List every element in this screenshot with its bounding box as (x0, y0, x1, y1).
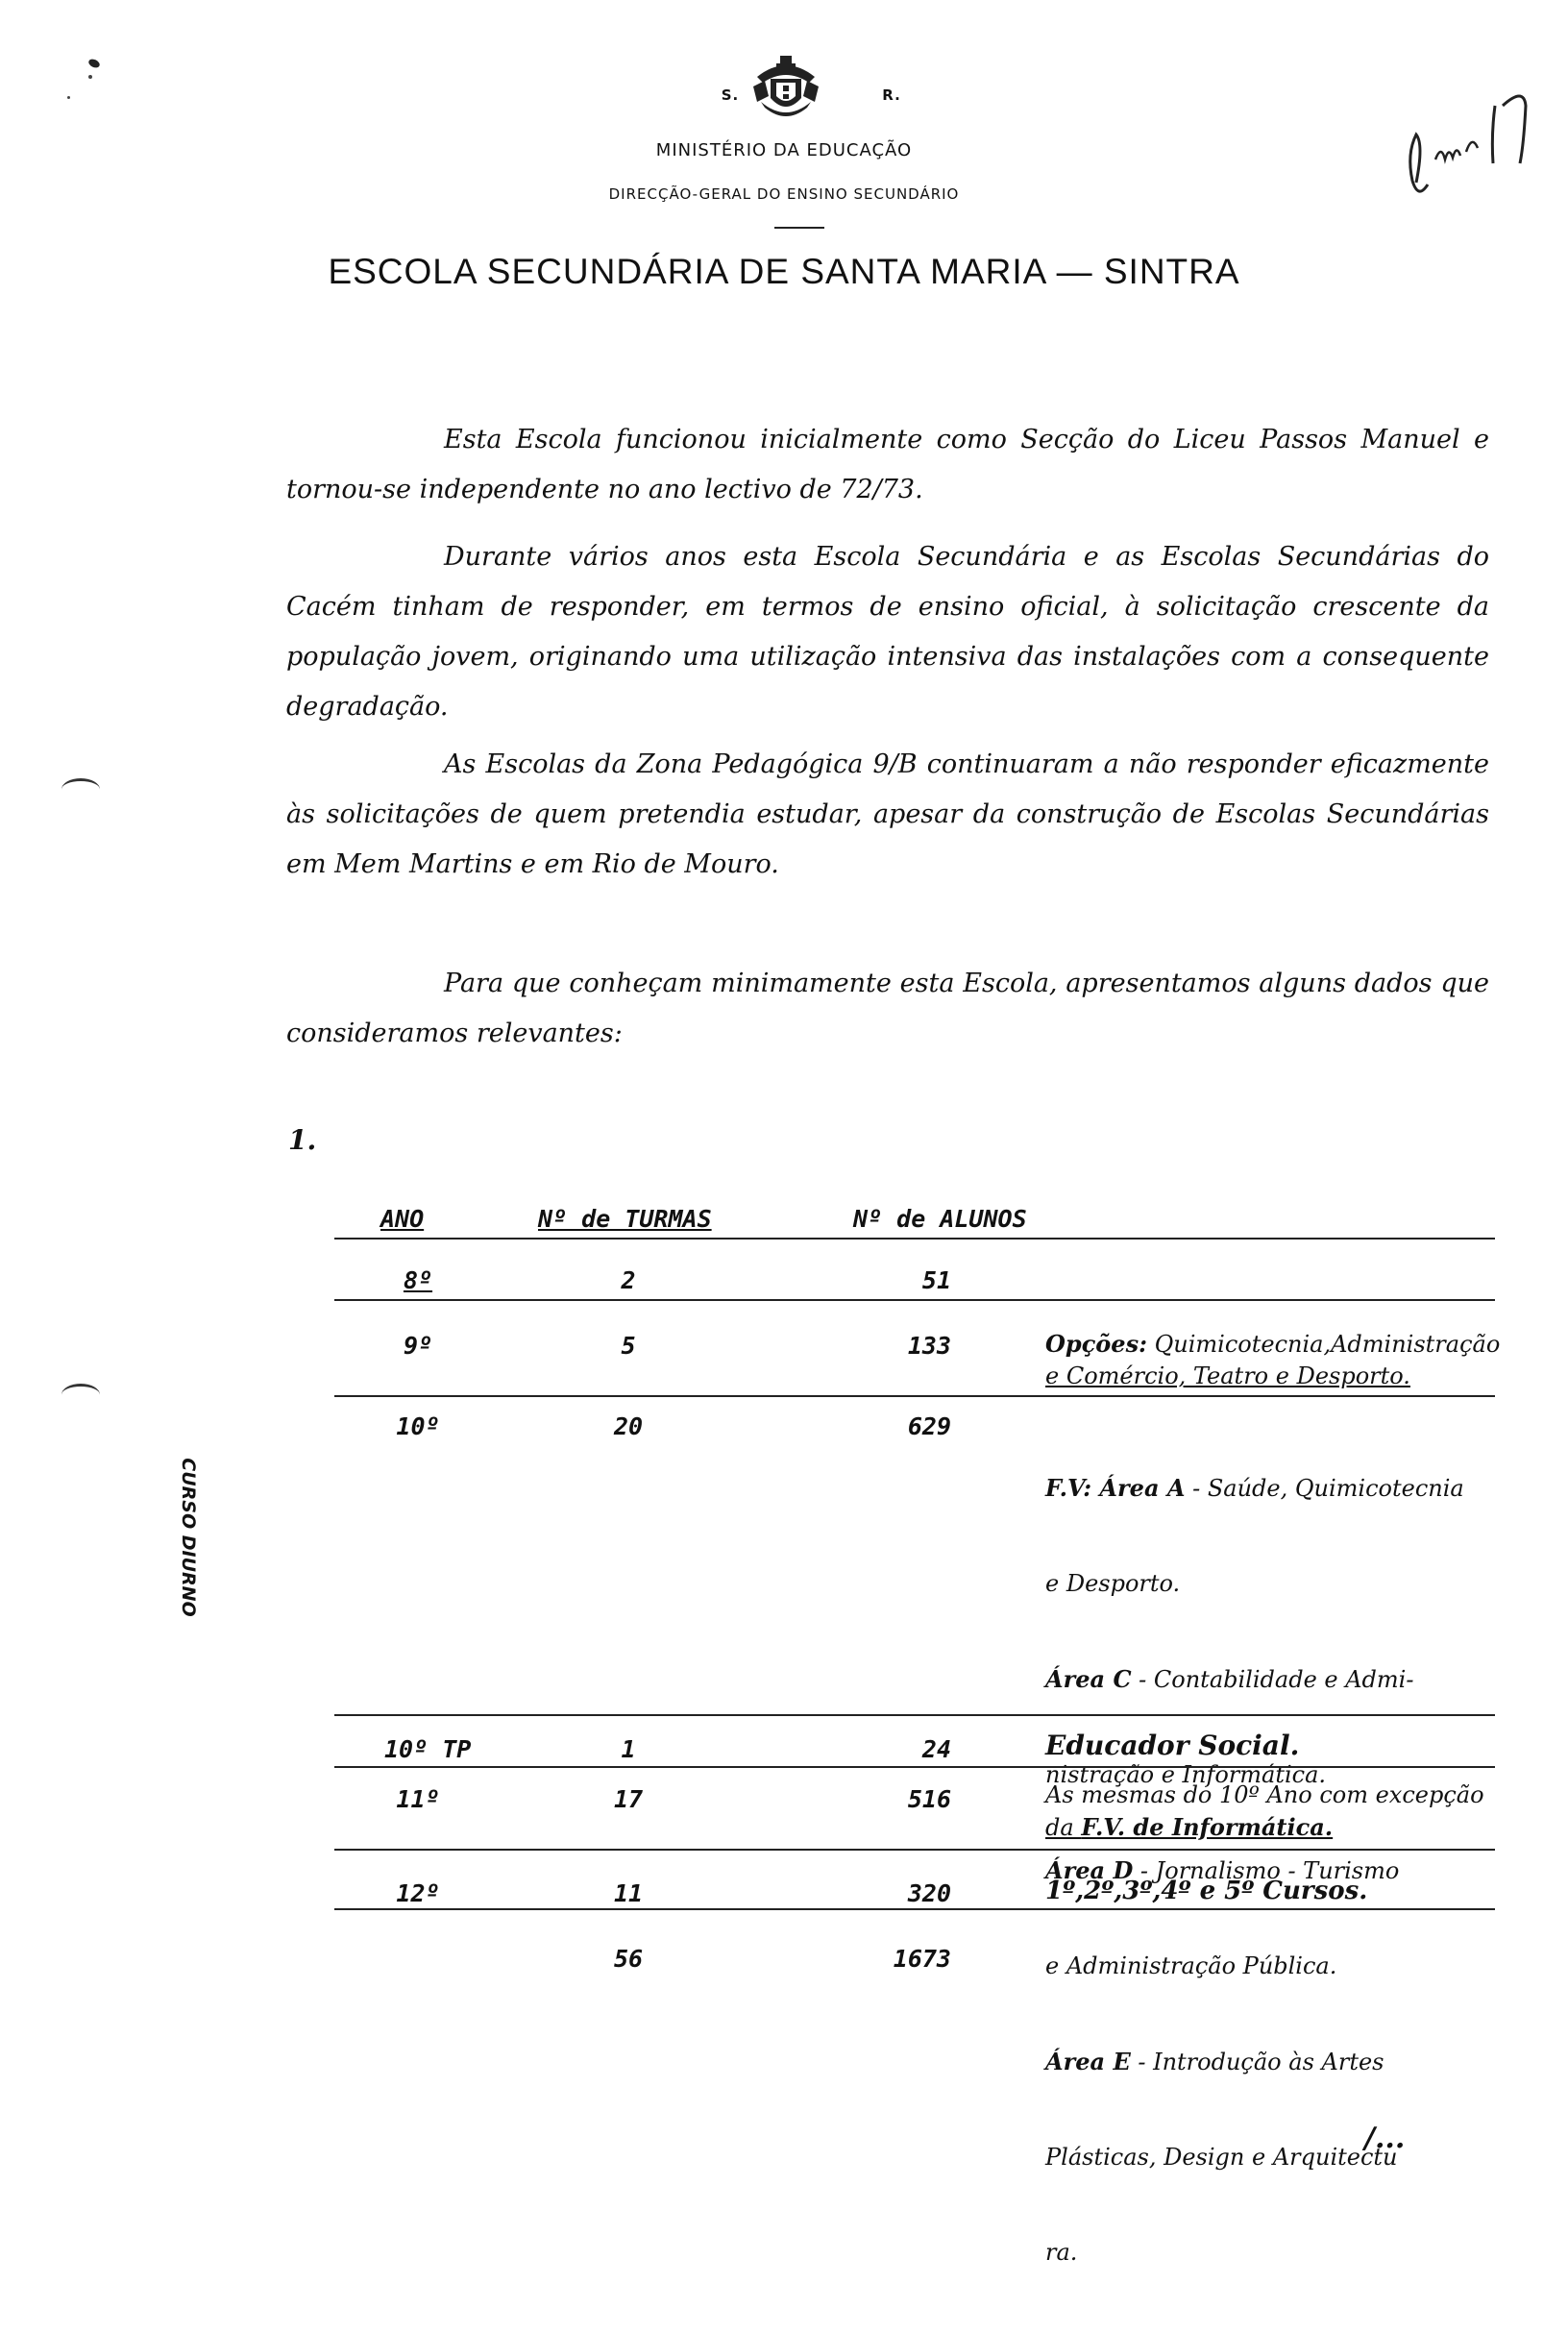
row-turmas: 5 (621, 1332, 636, 1360)
total-alunos: 1673 (893, 1945, 951, 1973)
note-line: Opções: Quimicotecnia,Administração (1045, 1330, 1501, 1358)
note-line: Educador Social. (1045, 1730, 1300, 1761)
row-notes (1045, 1876, 1367, 1907)
row-alunos: 516 (907, 1785, 951, 1813)
row-alunos: 629 (907, 1412, 951, 1440)
section-number: 1. (288, 1124, 317, 1156)
table-rule (334, 1714, 1495, 1716)
scan-speck (67, 96, 70, 99)
row-notes (1045, 1730, 1299, 1761)
note-line: Plásticas, Design e Arquitectu (1045, 2144, 1398, 2171)
row-alunos: 320 (907, 1879, 951, 1907)
margin-mark (61, 1384, 100, 1406)
table-rule (334, 1908, 1495, 1910)
note-line: As mesmas do 10º Ano com excepção (1045, 1781, 1484, 1808)
row-ano: 9º (403, 1332, 433, 1360)
row-ano: 11º (396, 1785, 440, 1813)
school-name: ESCOLA SECUNDÁRIA DE SANTA MARIA — SINTRA (328, 252, 1240, 291)
coat-of-arms-icon (751, 54, 821, 121)
header-left-letter: S. (721, 86, 740, 104)
header-right-letter: R. (882, 86, 901, 104)
row-notes (1045, 1780, 1484, 1844)
row-notes (1045, 1328, 1500, 1392)
header-divider (774, 227, 824, 229)
paragraph-3: As Escolas da Zona Pedagógica 9/B continuaram a não responder eficazmente às solicitações de quem pretendia estudar, apesar da construção de Escolas Secundárias em Mem Martins e em Rio de Mouro. (286, 749, 1489, 879)
row-alunos: 133 (907, 1332, 951, 1360)
header-turmas: Nº de TURMAS (538, 1205, 712, 1233)
paragraph-1: Esta Escola funcionou inicialmente como Secção do Liceu Passos Manuel e tornou-se independente no ano lectivo de 72/73. (286, 425, 1489, 504)
note-line: nistração e Informática. (1045, 1761, 1327, 1788)
table-rule (334, 1395, 1495, 1397)
note-line: F.V: Área A - Saúde, Quimicotecnia (1045, 1474, 1464, 1502)
note-line: e Comércio, Teatro e Desporto. (1045, 1362, 1410, 1389)
row-turmas: 1 (621, 1735, 636, 1763)
handwritten-annotation (1403, 67, 1537, 211)
table-rule (334, 1766, 1495, 1768)
scan-speck (88, 75, 92, 79)
page-continuation: /... (1364, 2122, 1406, 2155)
table-rule (334, 1849, 1495, 1851)
note-line: Área D - Jornalismo - Turismo (1045, 1856, 1400, 1884)
scan-speck (87, 58, 101, 69)
directorate-title: DIRECÇÃO-GERAL DO ENSINO SECUNDÁRIO (608, 185, 960, 203)
note-line: e Desporto. (1045, 1570, 1181, 1597)
row-ano: 8º (403, 1266, 433, 1294)
row-turmas: 2 (621, 1266, 636, 1294)
row-ano: 10º TP (384, 1735, 472, 1763)
ministry-title: MINISTÉRIO DA EDUCAÇÃO (655, 140, 913, 160)
table-rule (334, 1299, 1495, 1301)
note-line: ra. (1045, 2239, 1078, 2266)
note-line: 1º,2º,3º,4º e 5º Cursos. (1045, 1877, 1368, 1905)
row-turmas: 20 (613, 1412, 644, 1440)
note-line: Área C - Contabilidade e Admi- (1045, 1665, 1414, 1693)
margin-mark (61, 778, 100, 800)
row-ano: 12º (396, 1879, 440, 1907)
header-ano: ANO (380, 1205, 425, 1233)
row-turmas: 11 (613, 1879, 644, 1907)
row-turmas: 17 (613, 1785, 644, 1813)
note-line: Área E - Introdução às Artes (1045, 2048, 1384, 2075)
total-turmas: 56 (613, 1945, 644, 1973)
note-line: da F.V. de Informática. (1045, 1813, 1334, 1841)
header-alunos: Nº de ALUNOS (853, 1205, 1027, 1233)
row-alunos: 51 (921, 1266, 951, 1294)
paragraph-4: Para que conheçam minimamente esta Escola, apresentamos alguns dados que consideramos relevantes: (286, 969, 1489, 1048)
row-notes (1045, 1409, 1464, 2332)
paragraph-2: Durante vários anos esta Escola Secundária e as Escolas Secundárias do Cacém tinham de responder, em termos de ensino oficial, à solicitação crescente da população jovem, originando uma utilização intensiva das instalações com a consequente degradação. (286, 542, 1489, 722)
table-rule (334, 1238, 1495, 1240)
row-alunos: 24 (921, 1735, 951, 1763)
note-line: e Administração Pública. (1045, 1952, 1337, 1979)
side-label: CURSO DIURNO (178, 1458, 199, 1617)
row-ano: 10º (396, 1412, 440, 1440)
